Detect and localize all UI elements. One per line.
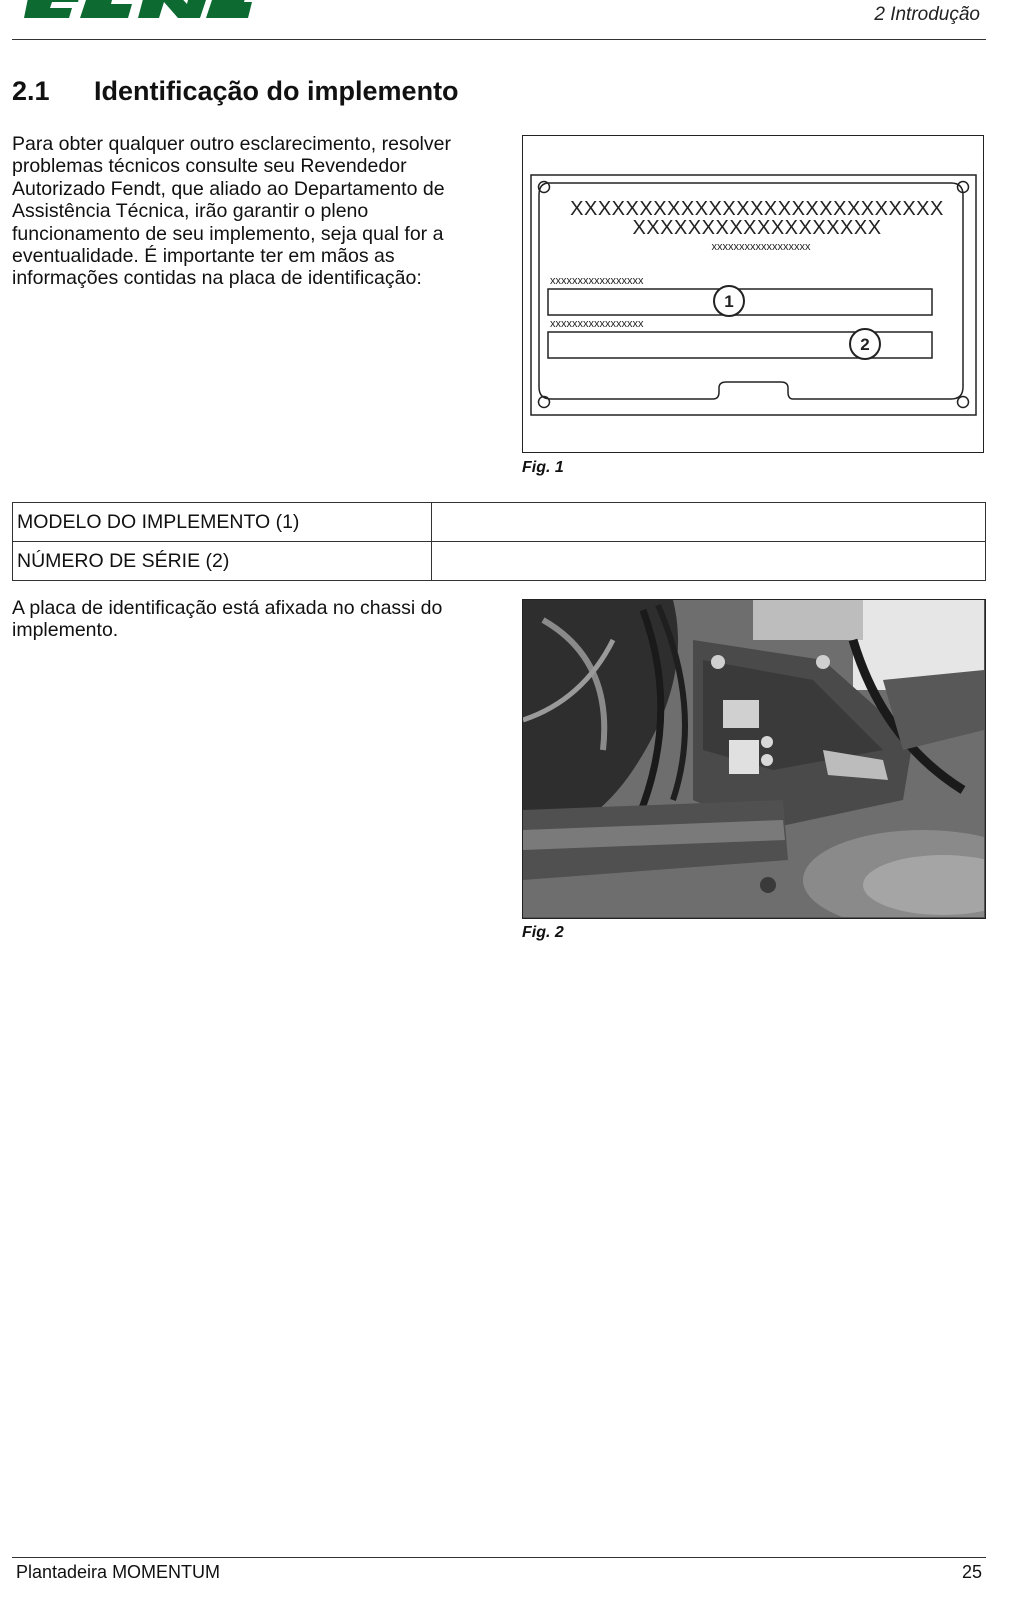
plate-field-1-label: xxxxxxxxxxxxxxxxx <box>550 275 644 287</box>
header-rule <box>12 39 986 40</box>
footer-product-name: Plantadeira MOMENTUM <box>16 1562 221 1582</box>
footer-page-number: 25 <box>961 1562 982 1582</box>
callout-1: 1 <box>724 292 734 311</box>
table-label-model: MODELO DO IMPLEMENTO (1) <box>13 503 432 542</box>
section-title <box>12 76 459 107</box>
running-head: 2 Introdução <box>874 4 980 25</box>
figure-1-frame <box>522 135 984 453</box>
chassis-photo-illustration <box>523 600 984 917</box>
callout-2: 2 <box>860 335 870 354</box>
table-label-serial: NÚMERO DE SÉRIE (2) <box>13 542 432 581</box>
plate-line-3: xxxxxxxxxxxxxxxxxx <box>711 241 811 253</box>
table-row <box>13 503 986 542</box>
figure-2-photo <box>522 599 986 919</box>
section-heading: Identificação do implemento <box>94 76 459 106</box>
figure-2-caption: Fig. 2 <box>522 924 564 941</box>
plate-line-1: XXXXXXXXXXXXXXXXXXXXXXXXXXX <box>570 198 944 220</box>
identification-table <box>12 502 986 581</box>
figure-1-caption: Fig. 1 <box>522 459 564 476</box>
table-value-serial <box>432 542 986 581</box>
footer-rule <box>12 1557 986 1558</box>
location-paragraph: A placa de identificação está afixada no chassi do implemento. <box>12 597 443 642</box>
plate-field-2-label: xxxxxxxxxxxxxxxxx <box>550 318 644 330</box>
identification-plate-drawing <box>523 136 982 451</box>
intro-paragraph: Para obter qualquer outro esclarecimento, resolver problemas técnicos consulte seu Revendedor Autorizado Fendt, que aliado ao Departamento de Assistência Técnica, irão garantir o pleno funcionamento de seu implemento, seja qual for a eventualidade. É importante ter em mãos as informações contidas na placa de identificação: <box>12 133 451 290</box>
section-number: 2.1 <box>12 76 50 106</box>
fendt-logo <box>22 0 252 20</box>
table-value-model <box>432 503 986 542</box>
plate-line-2: XXXXXXXXXXXXXXXXXX <box>632 217 882 239</box>
table-row <box>13 542 986 581</box>
